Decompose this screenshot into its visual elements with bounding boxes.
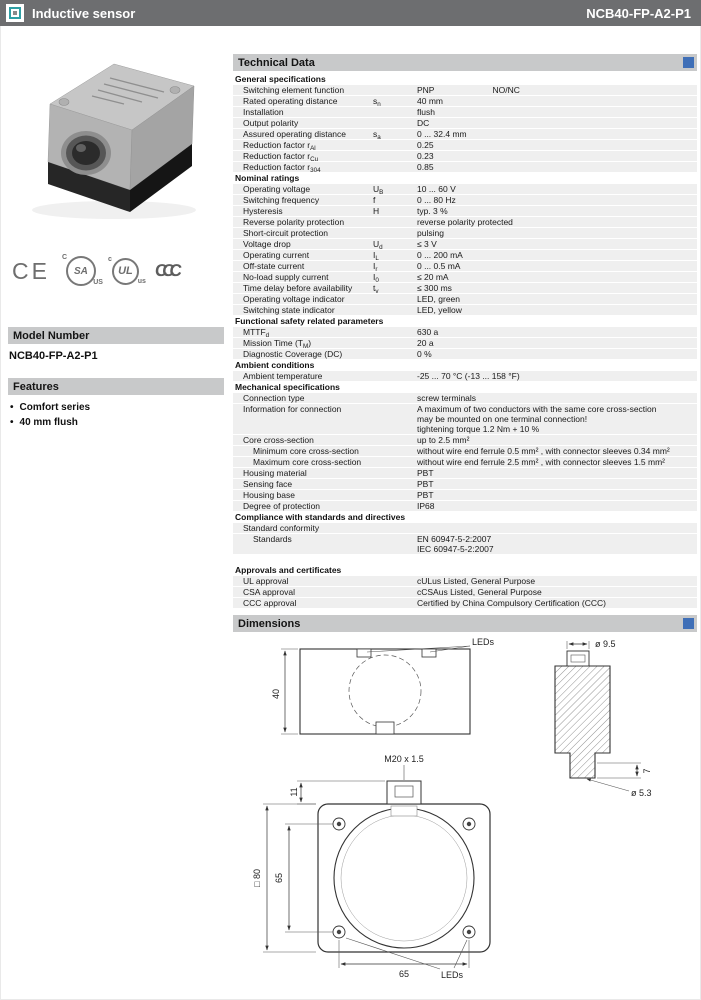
- spec-row: [233, 338, 697, 349]
- model-number-value: NCB40-FP-A2-P1: [9, 350, 98, 362]
- spec-value: without wire end ferrule 0.5 mm² , with connector sleeves 0.34 mm²: [417, 446, 670, 456]
- spec-row: [233, 228, 697, 239]
- spec-symbol: [373, 598, 417, 608]
- spec-label: Housing base: [243, 490, 295, 500]
- spec-value: A maximum of two conductors with the same core cross-section may be mounted on one terminal connection! tightening torque 1.2 Nm + 10 %: [417, 404, 657, 434]
- spec-label: CCC approval: [243, 598, 297, 608]
- spec-label: Reduction factor $r_{304}$: [243, 162, 321, 174]
- spec-symbol: [373, 479, 417, 489]
- spec-label: Standard conformity: [243, 523, 320, 533]
- spec-section-header: Mechanical specifications: [233, 382, 697, 393]
- csa-logo: SA C US: [61, 254, 103, 286]
- spec-symbol: [373, 404, 417, 434]
- spec-value: 40 mm: [417, 96, 443, 106]
- spec-label: CSA approval: [243, 587, 295, 597]
- spec-label: Degree of protection: [243, 501, 321, 511]
- spec-symbol: [373, 228, 417, 238]
- spec-row: [233, 283, 697, 294]
- leds-top-label: LEDs: [472, 637, 495, 647]
- certification-logos: [12, 248, 220, 294]
- brand-cube-icon: [6, 4, 24, 22]
- spec-label: Time delay before availability: [243, 283, 353, 293]
- spec-label: Sensing face: [243, 479, 293, 489]
- left-column: [8, 36, 224, 996]
- spec-value: ≤ 3 V: [417, 239, 437, 249]
- spec-label: Mission Time $(T_M)$: [243, 338, 312, 350]
- spec-symbol: [373, 371, 417, 381]
- spec-value: DC: [417, 118, 430, 128]
- spec-label: Installation: [243, 107, 284, 117]
- section-gap: [233, 555, 697, 565]
- spec-value: flush: [417, 107, 435, 117]
- spec-symbol: [373, 217, 417, 227]
- spec-symbol: [373, 305, 417, 315]
- spec-symbol: [373, 140, 417, 150]
- spec-label: Maximum core cross-section: [253, 457, 362, 467]
- spec-label: Standards: [253, 534, 292, 544]
- spec-label: Assured operating distance: [243, 129, 347, 139]
- spec-row: [233, 490, 697, 501]
- spec-row: [233, 118, 697, 129]
- spec-section-header: Approvals and certificates: [233, 565, 697, 576]
- spec-section-header: Nominal ratings: [233, 173, 697, 184]
- spec-value: 0 %: [417, 349, 432, 359]
- spec-label: Hysteresis: [243, 206, 283, 216]
- spec-value: ≤ 20 mA: [417, 272, 449, 282]
- spec-label: Information for connection: [243, 404, 342, 414]
- spec-label: Operating current: [243, 250, 310, 260]
- technical-data-bar: Technical Data: [233, 54, 697, 71]
- spec-row: [233, 129, 697, 140]
- spec-row: [233, 162, 697, 173]
- spec-row: [233, 261, 697, 272]
- spec-row: [233, 393, 697, 404]
- spec-value: 20 a: [417, 338, 434, 348]
- spec-row: [233, 140, 697, 151]
- dim-11-label: 11: [289, 787, 299, 797]
- spec-row: [233, 294, 697, 305]
- dim-dia53-label: ø 5.3: [631, 788, 652, 798]
- ccc-logo: CCC: [154, 261, 178, 280]
- spec-row: [233, 349, 697, 360]
- dim-dia95-label: ø 9.5: [595, 639, 616, 649]
- dim-sq80-label: □ 80: [252, 869, 262, 887]
- spec-label: Ambient temperature: [243, 371, 323, 381]
- spec-row: [233, 587, 697, 598]
- spec-symbol: [373, 162, 417, 172]
- bullet-icon: •: [10, 402, 14, 413]
- spec-symbol: $U_B$: [373, 184, 384, 196]
- spec-symbol: [373, 151, 417, 161]
- spec-row: [233, 151, 697, 162]
- spec-label: Operating voltage: [243, 184, 311, 194]
- spec-label: Off-state current: [243, 261, 305, 271]
- spec-value: PNP NO/NC: [417, 85, 520, 95]
- spec-label: Reduction factor $r_{Al}$: [243, 140, 316, 152]
- product-type-title: Inductive sensor: [32, 5, 136, 21]
- feature-item: [10, 400, 90, 415]
- spec-section-header: General specifications: [233, 74, 697, 85]
- spec-symbol: [373, 501, 417, 511]
- spec-label: Rated operating distance: [243, 96, 338, 106]
- spec-row: [233, 96, 697, 107]
- spec-value: 0.23: [417, 151, 434, 161]
- spec-value: 0 ... 80 Hz: [417, 195, 456, 205]
- features-bar: Features: [8, 378, 224, 395]
- spec-label: Switching element function: [243, 85, 345, 95]
- header-banner: [0, 0, 701, 26]
- spec-value: pulsing: [417, 228, 444, 238]
- dim-m20-label: M20 x 1.5: [384, 754, 424, 764]
- spec-section-header: Compliance with standards and directives: [233, 512, 697, 523]
- spec-value: Certified by China Compulsory Certification (CCC): [417, 598, 606, 608]
- led-window-icon: [422, 649, 436, 657]
- feature-text: 40 mm flush: [19, 417, 78, 428]
- spec-label: UL approval: [243, 576, 289, 586]
- spec-value: -25 ... 70 °C (-13 ... 158 °F): [417, 371, 520, 381]
- spec-row: [233, 446, 697, 457]
- header-model-number: NCB40-FP-A2-P1: [586, 5, 691, 21]
- spec-section-header: Ambient conditions: [233, 360, 697, 371]
- spec-symbol: $I_0$: [373, 272, 379, 284]
- spec-row: [233, 85, 697, 96]
- model-number-bar: Model Number: [8, 327, 224, 344]
- features-list: [10, 400, 90, 430]
- spec-symbol: [373, 85, 417, 95]
- spec-symbol: [373, 457, 417, 467]
- spec-label: Reverse polarity protection: [243, 217, 345, 227]
- spec-value: 0.85: [417, 162, 434, 172]
- bullet-icon: •: [10, 417, 14, 428]
- spec-value: LED, green: [417, 294, 460, 304]
- spec-row: [233, 206, 697, 217]
- spec-symbol: H: [373, 206, 380, 216]
- spec-row: [233, 435, 697, 446]
- spec-value: [417, 523, 697, 533]
- spec-value: screw terminals: [417, 393, 477, 403]
- brand-cube-frame: [9, 7, 21, 19]
- spec-value: IP68: [417, 501, 435, 511]
- spec-value: cCSAus Listed, General Purpose: [417, 587, 542, 597]
- spec-label: Reduction factor $r_{Cu}$: [243, 151, 319, 163]
- spec-label: Minimum core cross-section: [253, 446, 359, 456]
- spec-row: [233, 501, 697, 512]
- spec-row: [233, 305, 697, 316]
- spec-label: Core cross-section: [243, 435, 314, 445]
- spec-label: No-load supply current: [243, 272, 329, 282]
- spec-row: [233, 523, 697, 534]
- spec-row: [233, 534, 697, 555]
- spec-value: 0.25: [417, 140, 434, 150]
- top-view: [300, 649, 470, 734]
- front-view: [318, 781, 490, 952]
- section-accent-square: [683, 57, 694, 68]
- spec-value: 10 ... 60 V: [417, 184, 456, 194]
- ul-logo: UL c us: [107, 255, 146, 285]
- spec-symbol: [373, 435, 417, 445]
- spec-value: EN 60947-5-2:2007 IEC 60947-5-2:2007: [417, 534, 494, 554]
- ce-mark-logo: CE: [12, 257, 50, 284]
- spec-label: Short-circuit protection: [243, 228, 329, 238]
- spec-row: [233, 479, 697, 490]
- spec-symbol: $t_v$: [373, 283, 379, 295]
- spec-row: [233, 272, 697, 283]
- feature-item: [10, 415, 90, 430]
- spec-symbol: $s_a$: [373, 129, 381, 141]
- spec-value: 0 ... 32.4 mm: [417, 129, 467, 139]
- spec-label: Operating voltage indicator: [243, 294, 345, 304]
- spec-symbol: [373, 587, 417, 597]
- spec-symbol: [373, 107, 417, 117]
- spec-value: PBT: [417, 468, 434, 478]
- spec-value: cULus Listed, General Purpose: [417, 576, 536, 586]
- spec-label: Switching state indicator: [243, 305, 335, 315]
- spec-value: without wire end ferrule 2.5 mm² , with connector sleeves 1.5 mm²: [417, 457, 666, 467]
- spec-row: [233, 327, 697, 338]
- spec-label: $MTTF_d$: [243, 327, 270, 339]
- spec-symbol: $I_r$: [373, 261, 378, 273]
- spec-row: [233, 404, 697, 435]
- feature-text: Comfort series: [19, 402, 91, 413]
- spec-symbol: [373, 534, 417, 554]
- spec-label: Output polarity: [243, 118, 299, 128]
- product-photo: [12, 42, 217, 232]
- spec-label: Switching frequency: [243, 195, 320, 205]
- spec-label: Housing material: [243, 468, 307, 478]
- spec-symbol: [373, 393, 417, 403]
- side-view: [555, 651, 610, 778]
- spec-row: [233, 598, 697, 609]
- spec-value: ≤ 300 ms: [417, 283, 452, 293]
- spec-symbol: [373, 118, 417, 128]
- spec-symbol: [373, 490, 417, 500]
- spec-symbol: [373, 294, 417, 304]
- spec-row: [233, 195, 697, 206]
- dimension-drawing: [233, 634, 697, 991]
- spec-value: LED, yellow: [417, 305, 462, 315]
- section-accent-square: [683, 618, 694, 629]
- spec-symbol: [373, 468, 417, 478]
- dim-7-label: 7: [642, 768, 652, 774]
- spec-value: reverse polarity protected: [417, 217, 513, 227]
- spec-symbol: [373, 349, 417, 359]
- spec-symbol: $s_n$: [373, 96, 381, 108]
- spec-row: [233, 457, 697, 468]
- spec-symbol: $I_L$: [373, 250, 379, 262]
- spec-value: PBT: [417, 479, 434, 489]
- spec-row: [233, 184, 697, 195]
- right-column: [233, 54, 697, 991]
- spec-value: 0 ... 200 mA: [417, 250, 463, 260]
- spec-symbol: f: [373, 195, 376, 205]
- spec-row: [233, 217, 697, 228]
- spec-label: Diagnostic Coverage (DC): [243, 349, 343, 359]
- spec-section-header: Functional safety related parameters: [233, 316, 697, 327]
- spec-row: [233, 371, 697, 382]
- dimensions-bar: Dimensions: [233, 615, 697, 632]
- leds-bottom-label: LEDs: [441, 970, 464, 980]
- spec-label: Connection type: [243, 393, 305, 403]
- dim-65h-label: 65: [398, 969, 410, 979]
- spec-row: [233, 107, 697, 118]
- spec-symbol: $U_d$: [373, 239, 383, 251]
- spec-row: [233, 239, 697, 250]
- spec-symbol: [373, 576, 417, 586]
- spec-value: PBT: [417, 490, 434, 500]
- led-window-icon: [357, 649, 371, 657]
- spec-symbol: [373, 338, 417, 348]
- spec-value: typ. 3 %: [417, 206, 448, 216]
- spec-row: [233, 468, 697, 479]
- spec-label: Voltage drop: [243, 239, 291, 249]
- spec-symbol: [373, 523, 417, 533]
- spec-symbol: [373, 327, 417, 337]
- spec-value: up to 2.5 mm²: [417, 435, 470, 445]
- technical-data-table: [233, 74, 697, 609]
- spec-value: 0 ... 0.5 mA: [417, 261, 461, 271]
- spec-row: [233, 576, 697, 587]
- spec-row: [233, 250, 697, 261]
- dim-65v-label: 65: [274, 872, 284, 884]
- spec-value: 630 a: [417, 327, 439, 337]
- spec-symbol: [373, 446, 417, 456]
- dim-40-label: 40: [271, 688, 281, 700]
